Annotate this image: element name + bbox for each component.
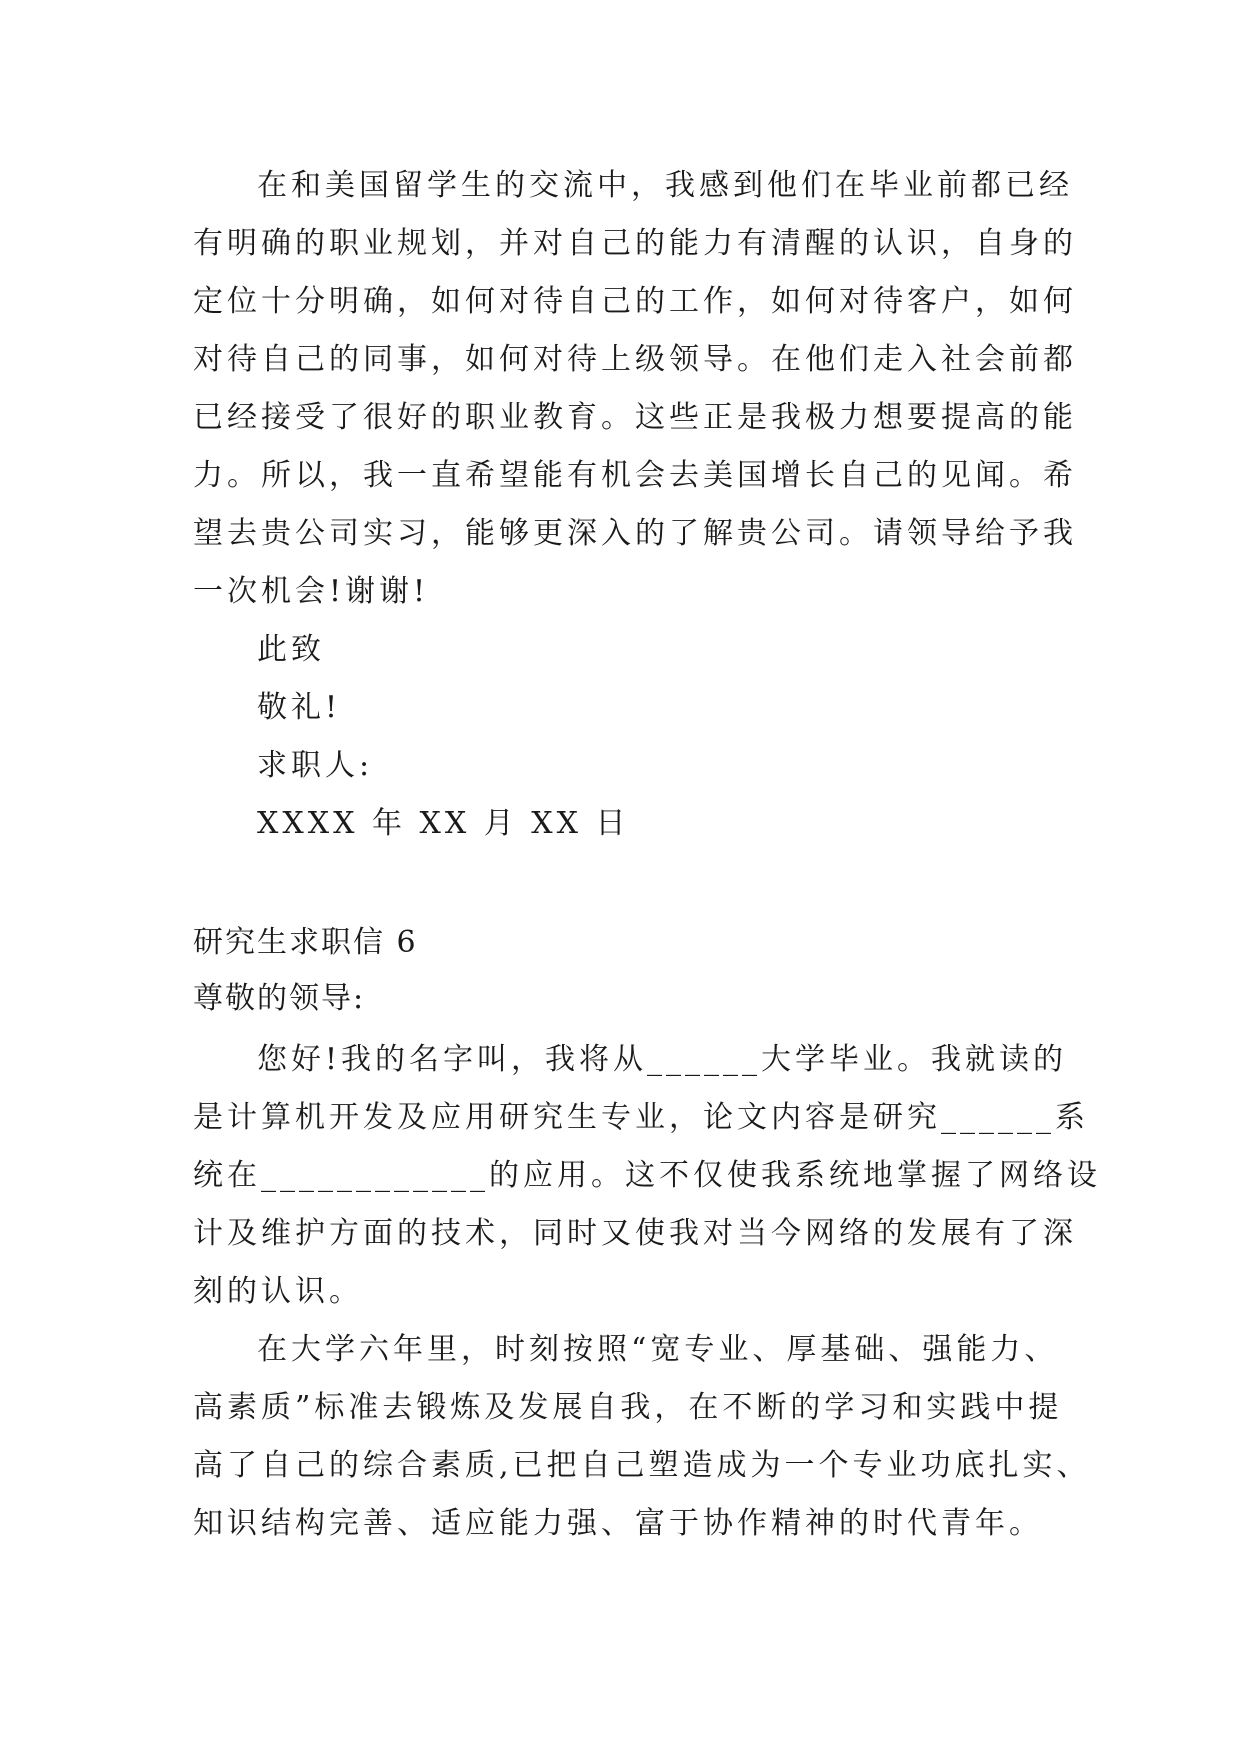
- text-line: 刻的认识。: [193, 1274, 363, 1309]
- text-line: 定位十分明确，如何对待自己的工作，如何对待客户，如何: [193, 284, 1077, 319]
- text-line: 统在____________的应用。这不仅使我系统地掌握了网络设: [193, 1158, 1101, 1193]
- text-line: 对待自己的同事，如何对待上级领导。在他们走入社会前都: [193, 342, 1077, 377]
- section-title: 研究生求职信 6: [193, 925, 418, 960]
- text-line: 一次机会!谢谢!: [193, 574, 430, 609]
- text-line: 望去贵公司实习，能够更深入的了解贵公司。请领导给予我: [193, 516, 1077, 551]
- text-line: 高了自己的综合素质,已把自己塑造成为一个专业功底扎实、: [193, 1448, 1091, 1483]
- text-line: 您好!我的名字叫，我将从______大学毕业。我就读的: [257, 1042, 1068, 1077]
- text-line: 是计算机开发及应用研究生专业，论文内容是研究______系: [193, 1100, 1089, 1135]
- text-line: 已经接受了很好的职业教育。这些正是我极力想要提高的能: [193, 400, 1077, 435]
- closing-line: 此致: [257, 632, 325, 667]
- salutation-line: 敬礼!: [257, 690, 342, 725]
- text-line: 在大学六年里，时刻按照“宽专业、厚基础、强能力、: [257, 1332, 1059, 1367]
- text-line: 在和美国留学生的交流中，我感到他们在毕业前都已经: [257, 168, 1073, 203]
- text-line: 高素质”标准去锻炼及发展自我，在不断的学习和实践中提: [193, 1390, 1063, 1425]
- applicant-line: 求职人:: [257, 748, 374, 783]
- text-line: 计及维护方面的技术，同时又使我对当今网络的发展有了深: [193, 1216, 1077, 1251]
- text-line: 有明确的职业规划，并对自己的能力有清醒的认识，自身的: [193, 226, 1077, 261]
- text-line: 力。所以，我一直希望能有机会去美国增长自己的见闻。希: [193, 458, 1077, 493]
- greeting-line: 尊敬的领导:: [193, 981, 366, 1016]
- date-line: XXXX 年 XX 月 XX 日: [257, 806, 630, 841]
- text-line: 知识结构完善、适应能力强、富于协作精神的时代青年。: [193, 1506, 1043, 1541]
